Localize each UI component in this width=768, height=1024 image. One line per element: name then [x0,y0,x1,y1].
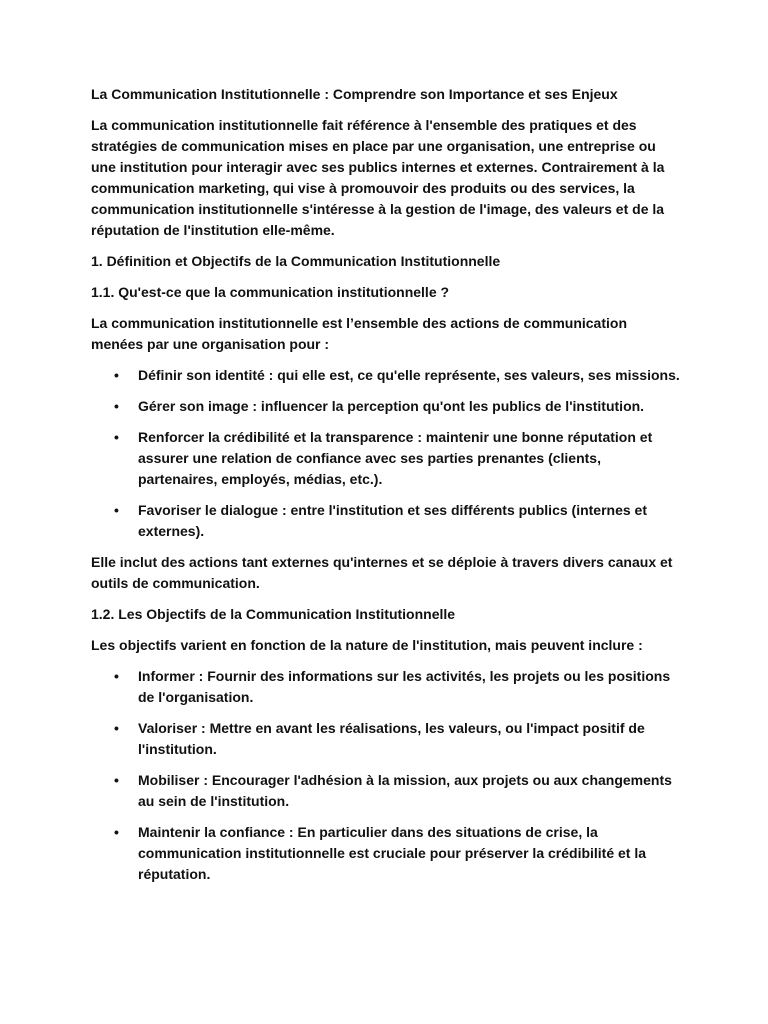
section-1-1-heading: 1.1. Qu'est-ce que la communication institutionnelle ? [91,284,450,300]
list-item-text: Renforcer la crédibilité et la transparence : maintenir une bonne réputation et assurer une relation de confiance avec ses parties prenantes (clients, partenaires, employés, médias, etc.). [138,429,653,487]
document-title: La Communication Institutionnelle : Comprendre son Importance et ses Enjeux [91,86,618,102]
list-item-text: Favoriser le dialogue : entre l'institution et ses différents publics (internes et externes). [138,502,647,539]
list-item [91,718,681,760]
list-item-text: Valoriser : Mettre en avant les réalisations, les valeurs, ou l'impact positif de l'institution. [138,720,645,757]
intro-paragraph: La communication institutionnelle fait référence à l'ensemble des pratiques et des stratégies de communication mises en place par une organisation, une entreprise ou une institution pour interagir avec ses publics internes et externes. Contrairement à la communication marketing, qui vise à promouvoir des produits ou des services, la communication institutionnelle s'intéresse à la gestion de l'image, des valeurs et de la réputation de l'institution elle-même. [91,117,665,238]
bullet-icon: • [114,429,119,445]
bullet-icon: • [114,367,119,383]
list-item-text: Définir son identité : qui elle est, ce qu'elle représente, ses valeurs, ses missions. [138,367,680,383]
section-1-2-bullet-list [91,666,681,885]
list-item-text: Informer : Fournir des informations sur les activités, les projets ou les positions de l'organisation. [138,668,671,705]
list-item [91,396,681,417]
bullet-icon: • [114,668,119,684]
section-1-1-bullet-list [91,365,681,542]
section-1-2-lead: Les objectifs varient en fonction de la nature de l'institution, mais peuvent inclure : [91,637,643,653]
section-1-1-lead: La communication institutionnelle est l’ensemble des actions de communication menées par une organisation pour : [91,315,627,352]
section-1-heading: 1. Définition et Objectifs de la Communication Institutionnelle [91,253,501,269]
list-item [91,666,681,708]
list-item [91,427,681,490]
list-item-text: Mobiliser : Encourager l'adhésion à la mission, aux projets ou aux changements au sein de l'institution. [138,772,672,809]
bullet-icon: • [114,824,119,840]
list-item [91,822,681,885]
list-item [91,365,681,386]
section-1-1-closing: Elle inclut des actions tant externes qu'internes et se déploie à travers divers canaux et outils de communication. [91,554,673,591]
section-1-2-heading: 1.2. Les Objectifs de la Communication Institutionnelle [91,606,456,622]
bullet-icon: • [114,720,119,736]
bullet-icon: • [114,502,119,518]
list-item-text: Gérer son image : influencer la perception qu'ont les publics de l'institution. [138,398,645,414]
bullet-icon: • [114,398,119,414]
list-item [91,770,681,812]
bullet-icon: • [114,772,119,788]
document-page [91,84,681,895]
list-item-text: Maintenir la confiance : En particulier dans des situations de crise, la communication institutionnelle est cruciale pour préserver la crédibilité et la réputation. [138,824,647,882]
list-item [91,500,681,542]
